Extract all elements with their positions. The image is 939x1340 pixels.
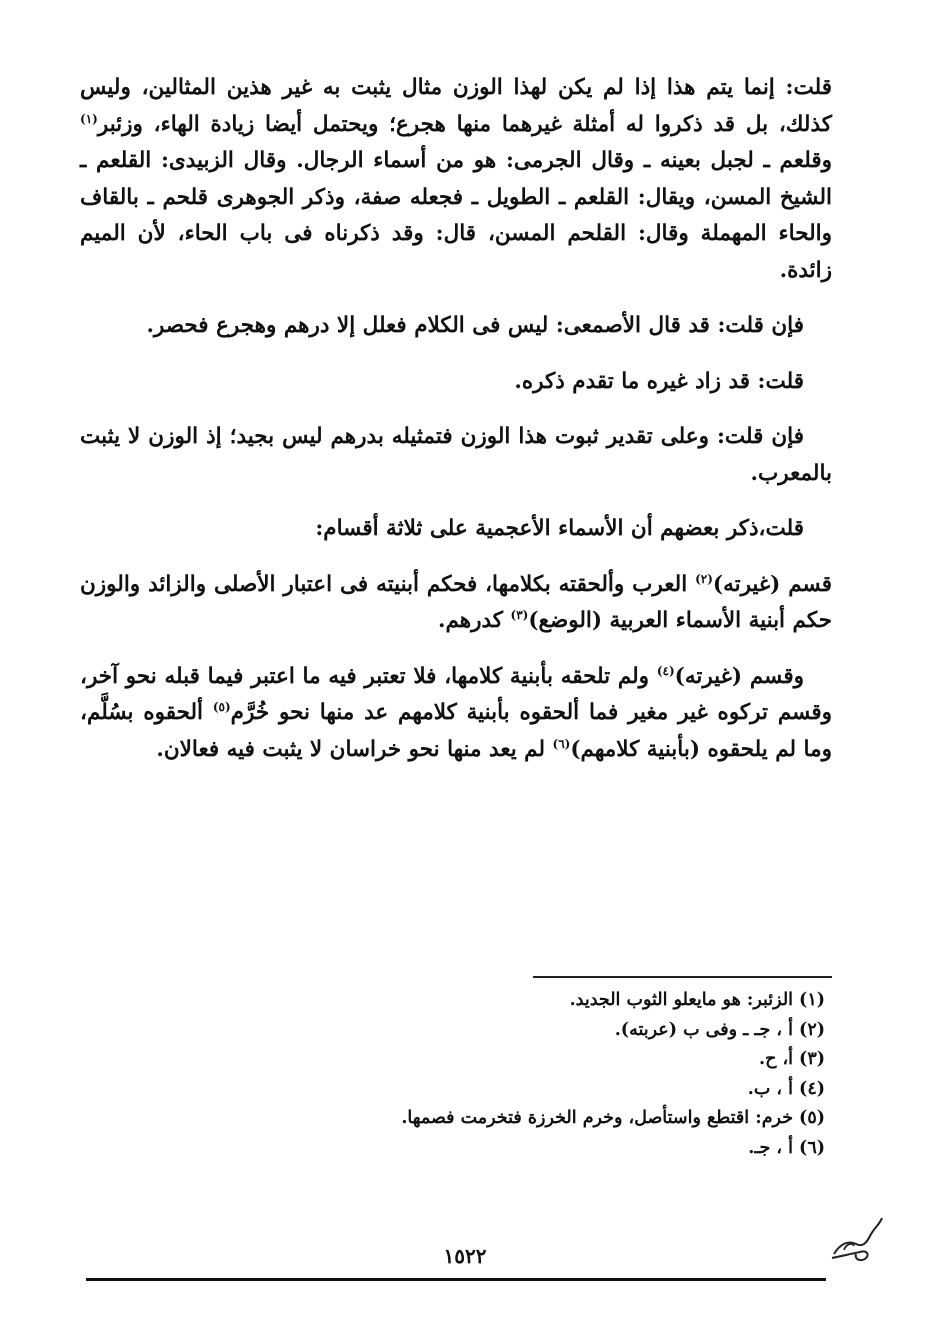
- text-run: لم يعد منها نحو خراسان لا يثبت فيه فعالان.: [156, 736, 553, 762]
- text-run: ولم تلحقه بأبنية كلامها، فلا تعتبر فيه ما اعتبر فيما قبله نحو آخر، وقسم تركوه غير مغير فما ألحقوه بأبنية كلامهم عد منها نحو خُرَّم: [80, 663, 832, 725]
- page-number: ١٥٢٢: [443, 1244, 487, 1268]
- footnote-ref[interactable]: (٤): [656, 663, 675, 678]
- footnote-text: أ، ح.: [759, 1049, 794, 1069]
- footnote-ref[interactable]: (٣): [510, 608, 529, 622]
- footnote-text: أ ، جـ ـ وفى ب (عربته).: [614, 1019, 794, 1040]
- text-run: قلت: إنما يتم هذا إذا لم يكن لهذا الوزن مثال يثبت به غير هذين المثالين، وليس كذلك، بل قد ذكروا له أمثلة غيرهما منها هجرع؛ ويحتمل أيضا زيادة الهاء، وزئبر: [80, 75, 832, 137]
- footnote-number: (٣): [799, 1049, 825, 1069]
- footnote-1: [80, 986, 825, 1016]
- bottom-divider: [86, 1278, 826, 1281]
- footnote-number: (٢): [799, 1019, 825, 1040]
- footnote-4: [80, 1075, 825, 1105]
- footnote-text: أ ، ب.: [747, 1078, 794, 1099]
- footnote-ref[interactable]: (٦): [552, 736, 571, 751]
- paragraph-6: [80, 567, 832, 640]
- text-run: قلت: قد زاد غيره ما تقدم ذكره.: [514, 368, 804, 394]
- footnotes: [80, 986, 825, 1163]
- paragraph-4: [80, 419, 832, 492]
- text-run: قلت،ذكر بعضهم أن الأسماء الأعجمية على ثلاثة أقسام:: [315, 516, 804, 541]
- ornament-icon: [826, 1214, 886, 1266]
- text-run: قسم (غيرته): [712, 571, 832, 597]
- text-run: فإن قلت: قد قال الأصمعى: ليس فى الكلام فعلل إلا درهم وهجرع فحصر.: [146, 313, 804, 338]
- footnote-text: خرم: اقتطع واستأصل، وخرم الخرزة فتخرمت فصمها.: [401, 1108, 794, 1128]
- footnote-text: أ ، جـ.: [748, 1137, 794, 1158]
- text-run: ألحقوه بسُلَّم، وما لم يلحقوه (بأبنية كلامهم): [80, 700, 832, 762]
- text-run: فإن قلت: وعلى تقدير ثبوت هذا الوزن فتمثيله بدرهم ليس بجيد؛ إذ الوزن لا يثبت بالمعرب.: [80, 424, 832, 486]
- text-run: كدرهم.: [437, 608, 511, 633]
- footnote-2: [80, 1016, 825, 1046]
- footnote-ref[interactable]: (١): [80, 111, 98, 126]
- footnote-number: (٥): [799, 1108, 825, 1128]
- main-text: [80, 70, 832, 787]
- paragraph-5: [80, 511, 832, 548]
- footnote-text: الزئبر: هو مايعلو الثوب الجديد.: [569, 990, 794, 1010]
- footnote-divider: [533, 976, 832, 978]
- footnote-3: [80, 1045, 825, 1075]
- paragraph-3: [80, 364, 832, 401]
- footnote-number: (٤): [799, 1078, 825, 1099]
- text-run: وقلعم ـ لجبل بعينه ـ وقال الجرمى: هو من أسماء الرجال. وقال الزبيدى: القلعم ـ الشيخ المسن، ويقال: القلعم ـ الطويل ـ فجعله صفة، وذكر الجوهرى قلحم ـ بالقاف والحاء المهملة وقال: القلحم المسن، قال: وقد ذكرناه فى باب الحاء، لأن الميم زائدة.: [80, 148, 832, 283]
- footnote-number: (١): [799, 990, 825, 1010]
- paragraph-7: [80, 659, 832, 769]
- paragraph-2: [80, 308, 832, 345]
- footnote-6: [80, 1134, 825, 1164]
- footnote-5: [80, 1104, 825, 1134]
- text-run: وقسم (غيرته): [674, 663, 804, 689]
- footnote-number: (٦): [799, 1137, 825, 1158]
- footnote-ref[interactable]: (٢): [695, 571, 713, 586]
- text-run: العرب وألحقته بكلامها، فحكم أبنيته فى اعتبار الأصلى والزائد والوزن حكم أبنية الأسماء العربية (الوضع): [80, 571, 832, 633]
- paragraph-1: [80, 70, 832, 289]
- footnote-ref[interactable]: (٥): [212, 700, 231, 714]
